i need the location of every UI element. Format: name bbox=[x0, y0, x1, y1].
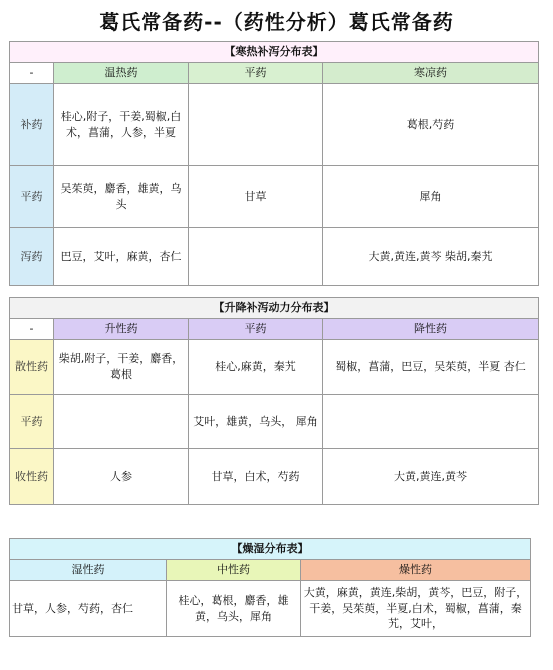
table-cell: 桂心，葛根，麝香，雄黄，乌头，犀角 bbox=[167, 581, 301, 637]
table-cell: 甘草，白术，芍药 bbox=[189, 449, 323, 505]
table-caption: 【燥湿分布表】 bbox=[10, 539, 531, 560]
table-row bbox=[10, 228, 539, 286]
table-cell: 大黄,黄连,黄芩 bbox=[323, 449, 539, 505]
corner-cell: - bbox=[10, 319, 54, 340]
corner-cell: - bbox=[10, 63, 54, 84]
table-caption: 【升降补泻动力分布表】 bbox=[10, 298, 539, 319]
column-header-neutral: 平药 bbox=[189, 319, 323, 340]
page-title: 葛氏常备药--（药性分析）葛氏常备药 bbox=[99, 10, 454, 34]
table-row bbox=[10, 581, 531, 637]
table-row bbox=[10, 340, 539, 395]
table-cell: 桂心,麻黄，秦艽 bbox=[189, 340, 323, 395]
table-caption: 【寒热补泻分布表】 bbox=[10, 42, 539, 63]
table-row bbox=[10, 84, 539, 166]
table-cell bbox=[189, 84, 323, 166]
column-header-warm: 温热药 bbox=[54, 63, 189, 84]
table-cell: 葛根,芍药 bbox=[323, 84, 539, 166]
table-cell: 甘草，人参，芍药，杏仁 bbox=[10, 581, 167, 637]
table-cell: 大黄,黄连,黄芩 柴胡,秦艽 bbox=[323, 228, 539, 286]
table-cell: 巴豆，艾叶，麻黄，杏仁 bbox=[54, 228, 189, 286]
table-cell: 犀角 bbox=[323, 166, 539, 228]
table-cell bbox=[54, 395, 189, 449]
table-cell: 大黄，麻黄，黄连,柴胡，黄芩，巴豆，附子，干姜，吴茱萸，半夏,白术，蜀椒，菖蒲，秦艽，艾叶， bbox=[301, 581, 531, 637]
column-header-neutral: 平药 bbox=[189, 63, 323, 84]
table-cell: 蜀椒，菖蒲，巴豆，吴茱萸，半夏 杏仁 bbox=[323, 340, 539, 395]
row-label: 散性药 bbox=[10, 340, 54, 395]
table-cell: 甘草 bbox=[189, 166, 323, 228]
table-cell: 人参 bbox=[54, 449, 189, 505]
ascend-descend-table bbox=[9, 297, 539, 505]
dry-wet-table bbox=[9, 538, 531, 637]
row-label: 泻药 bbox=[10, 228, 54, 286]
table-row bbox=[10, 449, 539, 505]
column-header-dry: 燥性药 bbox=[301, 560, 531, 581]
cold-heat-tonify-purge-table bbox=[9, 41, 539, 286]
column-header-wet: 湿性药 bbox=[10, 560, 167, 581]
table-cell: 桂心,附子，干姜,蜀椒,白术，菖蒲，人参，半夏 bbox=[54, 84, 189, 166]
row-label: 平药 bbox=[10, 166, 54, 228]
column-header-ascending: 升性药 bbox=[54, 319, 189, 340]
row-label: 补药 bbox=[10, 84, 54, 166]
table-row bbox=[10, 166, 539, 228]
table-cell: 柴胡,附子，干姜，麝香，葛根 bbox=[54, 340, 189, 395]
column-header-cold: 寒凉药 bbox=[323, 63, 539, 84]
column-header-neutral: 中性药 bbox=[167, 560, 301, 581]
row-label: 收性药 bbox=[10, 449, 54, 505]
table-row bbox=[10, 395, 539, 449]
table-cell: 吴茱萸，麝香，雄黄，乌头 bbox=[54, 166, 189, 228]
table-cell: 艾叶，雄黄，乌头， 犀角 bbox=[189, 395, 323, 449]
table-cell bbox=[189, 228, 323, 286]
row-label: 平药 bbox=[10, 395, 54, 449]
column-header-descending: 降性药 bbox=[323, 319, 539, 340]
table-cell bbox=[323, 395, 539, 449]
